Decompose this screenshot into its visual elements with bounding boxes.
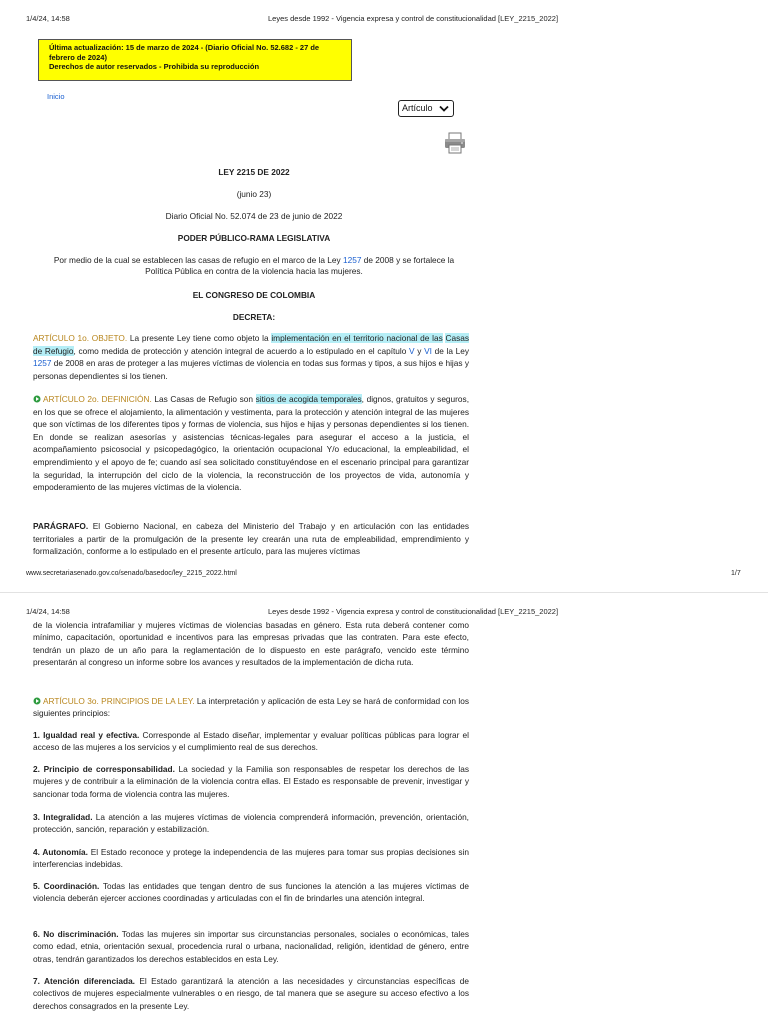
article-select-value: Artículo [402, 103, 433, 113]
principle-6: 6. No discriminación. Todas las mujeres sin importar sus circunstancias personales, sociales o económicas, tales como edad, etnia, orientación sexual, procedencia rural o urbana, nacionalidad, religión, identidad de género, entre otras, tendrán garantizados los derechos establecidos en esta Ley. [33, 929, 470, 964]
arrow-right-icon[interactable] [33, 697, 41, 705]
principle-label: 5. Coordinación. [33, 881, 100, 891]
law-date: (junio 23) [236, 189, 272, 199]
law-branch: PODER PÚBLICO-RAMA LEGISLATIVA [177, 233, 331, 243]
principle-2: 2. Principio de corresponsabilidad. La sociedad y la Familia son responsables de respetar los derechos de las mujeres y de contribuir a la eliminación de la violencia contra ellas. El Estado es responsable de prevenir, investigar y sancionar toda forma de violencia contra las mujeres. [33, 764, 469, 799]
print-date-2: 1/4/24, 14:58 [26, 607, 70, 616]
law-title: LEY 2215 DE 2022 [218, 167, 290, 177]
capitulo-vi-link[interactable]: VI [424, 345, 432, 356]
decreta-heading: DECRETA: [232, 312, 276, 322]
printed-page-2 [0, 600, 768, 1024]
update-notice [38, 39, 352, 81]
print-title-2: Leyes desde 1992 - Vigencia expresa y control de constitucionalidad [LEY_2215_2022] [268, 607, 559, 616]
law-intro: Por medio de la cual se establecen las casas de refugio en el marco de la Ley 1257 de 2008 y se fortalece la Política Pública en contra de la violencia hacia las mujeres. [53, 255, 455, 277]
arrow-right-icon[interactable] [33, 395, 41, 403]
principle-label: 4. Autonomía. [33, 847, 88, 857]
notice-line-1: Última actualización: 15 de marzo de 2024 - (Diario Oficial No. 52.682 - 27 de [49, 43, 320, 52]
footer-page-number: 1/7 [731, 570, 741, 577]
principle-label: 3. Integralidad. [33, 812, 93, 822]
principle-3: 3. Integralidad. La atención a las mujeres víctimas de violencia comprenderá información, prevención, orientación, protección, sanción, reparación y estabilización. [33, 812, 469, 835]
principle-label: 2. Principio de corresponsabilidad. [33, 764, 175, 774]
article-2-heading[interactable]: ARTÍCULO 2o. DEFINICIÓN. [43, 394, 152, 404]
principle-5: 5. Coordinación. Todas las entidades que tengan dentro de sus funciones la atención a las mujeres víctimas de violencia deberán ejercer acciones coordinadas y articuladas con el fin de brindarles una atención integral. [33, 881, 470, 904]
paragrafo-continuation: de la violencia intrafamiliar y mujeres víctimas de violencias basadas en género. Esta ruta deberá contener como mínimo, capacitación, oportunidad e incentivos para las empresas privadas que las contraten. Para este efecto, tendrán un plazo de un año para la reglamentación de lo dispuesto en este parágrafo, vencido este término presentarán al congreso un informe sobre los avances y resultados de la implementación de dicha ruta. [33, 620, 469, 667]
paragrafo-label: PARÁGRAFO. [33, 521, 89, 531]
principle-label: 6. No discriminación. [33, 929, 119, 939]
principle-label: 7. Atención diferenciada. [33, 976, 135, 986]
principle-4: 4. Autonomía. El Estado reconoce y protege la independencia de las mujeres para tomar sus propias decisiones sin interferencias indebidas. [33, 847, 469, 870]
article-1: ARTÍCULO 1o. OBJETO. La presente Ley tiene como objeto la implementación en el territorio nacional de las Casas de Refugio, como medida de protección y atención integral de acuerdo a lo estipulado en el capítulo V y VI de la Ley 1257 de 2008 en aras de proteger a las mujeres víctimas de violencia en todas sus formas y tipos, a sus hijos e hijas y personas dependientes si los tienen. [33, 333, 470, 381]
principle-7: 7. Atención diferenciada. El Estado garantizará la atención a las necesidades y circunstancias específicas de colectivos de mujeres especialmente vulnerables o en riesgo, de tal manera que se asegure su acceso efectivo a los derechos consagrados en la presente Ley. [33, 976, 469, 1011]
footer-url: www.secretariasenado.gov.co/senado/basedoc/ley_2215_2022.html [26, 570, 237, 577]
printer-icon[interactable] [444, 132, 466, 154]
capitulo-v-link[interactable]: V [409, 345, 415, 356]
ley-1257-link-2[interactable]: 1257 [33, 358, 52, 369]
article-3-heading[interactable]: ARTÍCULO 3o. PRINCIPIOS DE LA LEY. [43, 696, 195, 706]
article-select[interactable] [398, 100, 454, 117]
paragrafo: PARÁGRAFO. El Gobierno Nacional, en cabeza del Ministerio del Trabajo y en articulación con las entidades territoriales a partir de la promulgación de la presente ley crearán una ruta de empleabilidad, emprendimiento y formalización, conforme a lo estipulado en el presente artículo, para las mujeres víctimas [33, 521, 469, 557]
article-2: ARTÍCULO 2o. DEFINICIÓN. Las Casas de Refugio son sitios de acogida temporales, dignos, gratuitos y seguros, en los que se ofrece el alojamiento, la alimentación y vestimenta, para la protección y atención integral de las mujeres que son víctimas de los diferentes tipos y formas de violencia, sus hijos e hijas y personas dependientes si los tienen. En donde se realizan asesorías y asistencias técnicas-legales para asegurar el acceso a la justicia, el acompañamiento psicosocial y psicopedagógico, la orientación ocupacional Y/o educacional, la empleabilidad, el emprendimiento y el apoyo de fe; cuando así sea solicitado constituyéndose en el escenario principal para garantizar la seguridad, la interrupción del ciclo de la violencia, la reconstrucción de los proyectos de vida, autonomía y empoderamiento de las mujeres víctimas de la violencia. [33, 394, 469, 493]
ley-1257-link[interactable]: 1257 [343, 255, 362, 265]
congress-heading: EL CONGRESO DE COLOMBIA [192, 290, 316, 300]
article-3: ARTÍCULO 3o. PRINCIPIOS DE LA LEY. La interpretación y aplicación de esta Ley se hará de conformidad con los siguientes principios: [33, 696, 469, 719]
law-gazette: Diario Oficial No. 52.074 de 23 de junio de 2022 [165, 211, 343, 221]
print-title: Leyes desde 1992 - Vigencia expresa y control de constitucionalidad [LEY_2215_2022] [268, 14, 559, 23]
chevron-down-icon [439, 105, 449, 112]
print-header-2 [0, 607, 768, 619]
inicio-link[interactable]: Inicio [47, 92, 65, 101]
page-separator [0, 592, 768, 593]
article-1-heading[interactable]: ARTÍCULO 1o. OBJETO. [33, 333, 128, 343]
notice-line-2: febrero de 2024) [49, 52, 107, 62]
notice-line-3: Derechos de autor reservados - Prohibida su reproducción [49, 62, 260, 72]
principle-label: 1. Igualdad real y efectiva. [33, 730, 140, 740]
print-header [0, 14, 768, 26]
principle-1: 1. Igualdad real y efectiva. Corresponde al Estado diseñar, implementar y evaluar políticas públicas para lograr el acceso de las mujeres a los servicios y el cumplimiento real de sus derechos. [33, 730, 469, 753]
print-date: 1/4/24, 14:58 [26, 14, 70, 23]
